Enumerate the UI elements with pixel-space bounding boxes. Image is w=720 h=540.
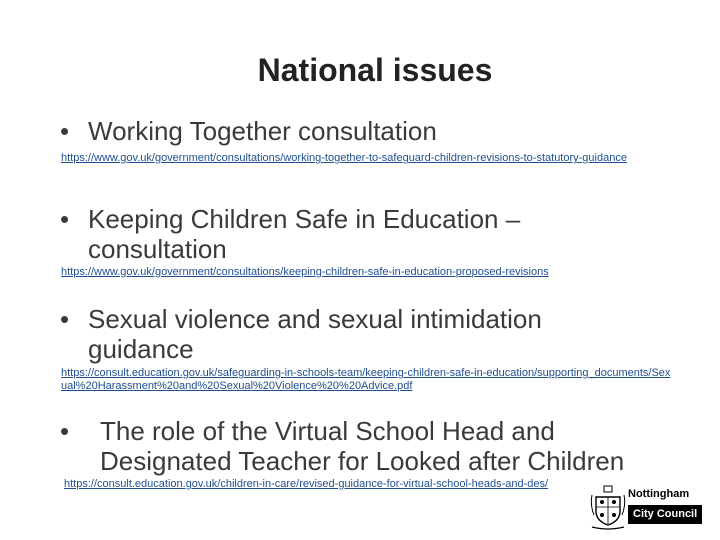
bullet-item-working-together (60, 116, 700, 146)
bullet-item-sexual-violence (60, 304, 600, 364)
bullet-marker: • (60, 304, 70, 334)
coat-of-arms-icon (590, 485, 626, 531)
working-together-link[interactable]: https://www.gov.uk/government/consultations/working-together-to-safeguard-children-revisions-to-statutory-guidance (61, 152, 627, 164)
bullet-item-virtual-school-head (60, 416, 680, 476)
bullet-text: Sexual violence and sexual intimidation guidance (88, 304, 542, 364)
logo-name: Nottingham (628, 488, 690, 500)
keeping-children-safe-link[interactable]: https://www.gov.uk/government/consultations/keeping-children-safe-in-education-proposed-revisions (61, 266, 549, 278)
nottingham-city-council-logo (590, 485, 705, 533)
bullet-marker: • (60, 204, 70, 234)
page-title: National issues (257, 52, 493, 88)
sexual-violence-guidance-link[interactable]: https://consult.education.gov.uk/safeguarding-in-schools-team/keeping-children-safe-in-education/supporting_documents/Sexual%20Harassment%20and%20Sexual%20Violence%20%20Advice.pdf (61, 367, 671, 392)
logo-sub: City Council (628, 505, 702, 524)
bullet-text: Keeping Children Safe in Education – consultation (88, 204, 521, 264)
bullet-item-keeping-children-safe (60, 204, 580, 264)
bullet-text: Working Together consultation (88, 116, 437, 146)
bullet-marker: • (60, 416, 70, 446)
virtual-school-head-link[interactable]: https://consult.education.gov.uk/children-in-care/revised-guidance-for-virtual-school-heads-and-des/ (64, 478, 549, 490)
bullet-text: The role of the Virtual School Head and Designated Teacher for Looked after Children (100, 416, 625, 476)
bullet-marker: • (60, 116, 70, 146)
